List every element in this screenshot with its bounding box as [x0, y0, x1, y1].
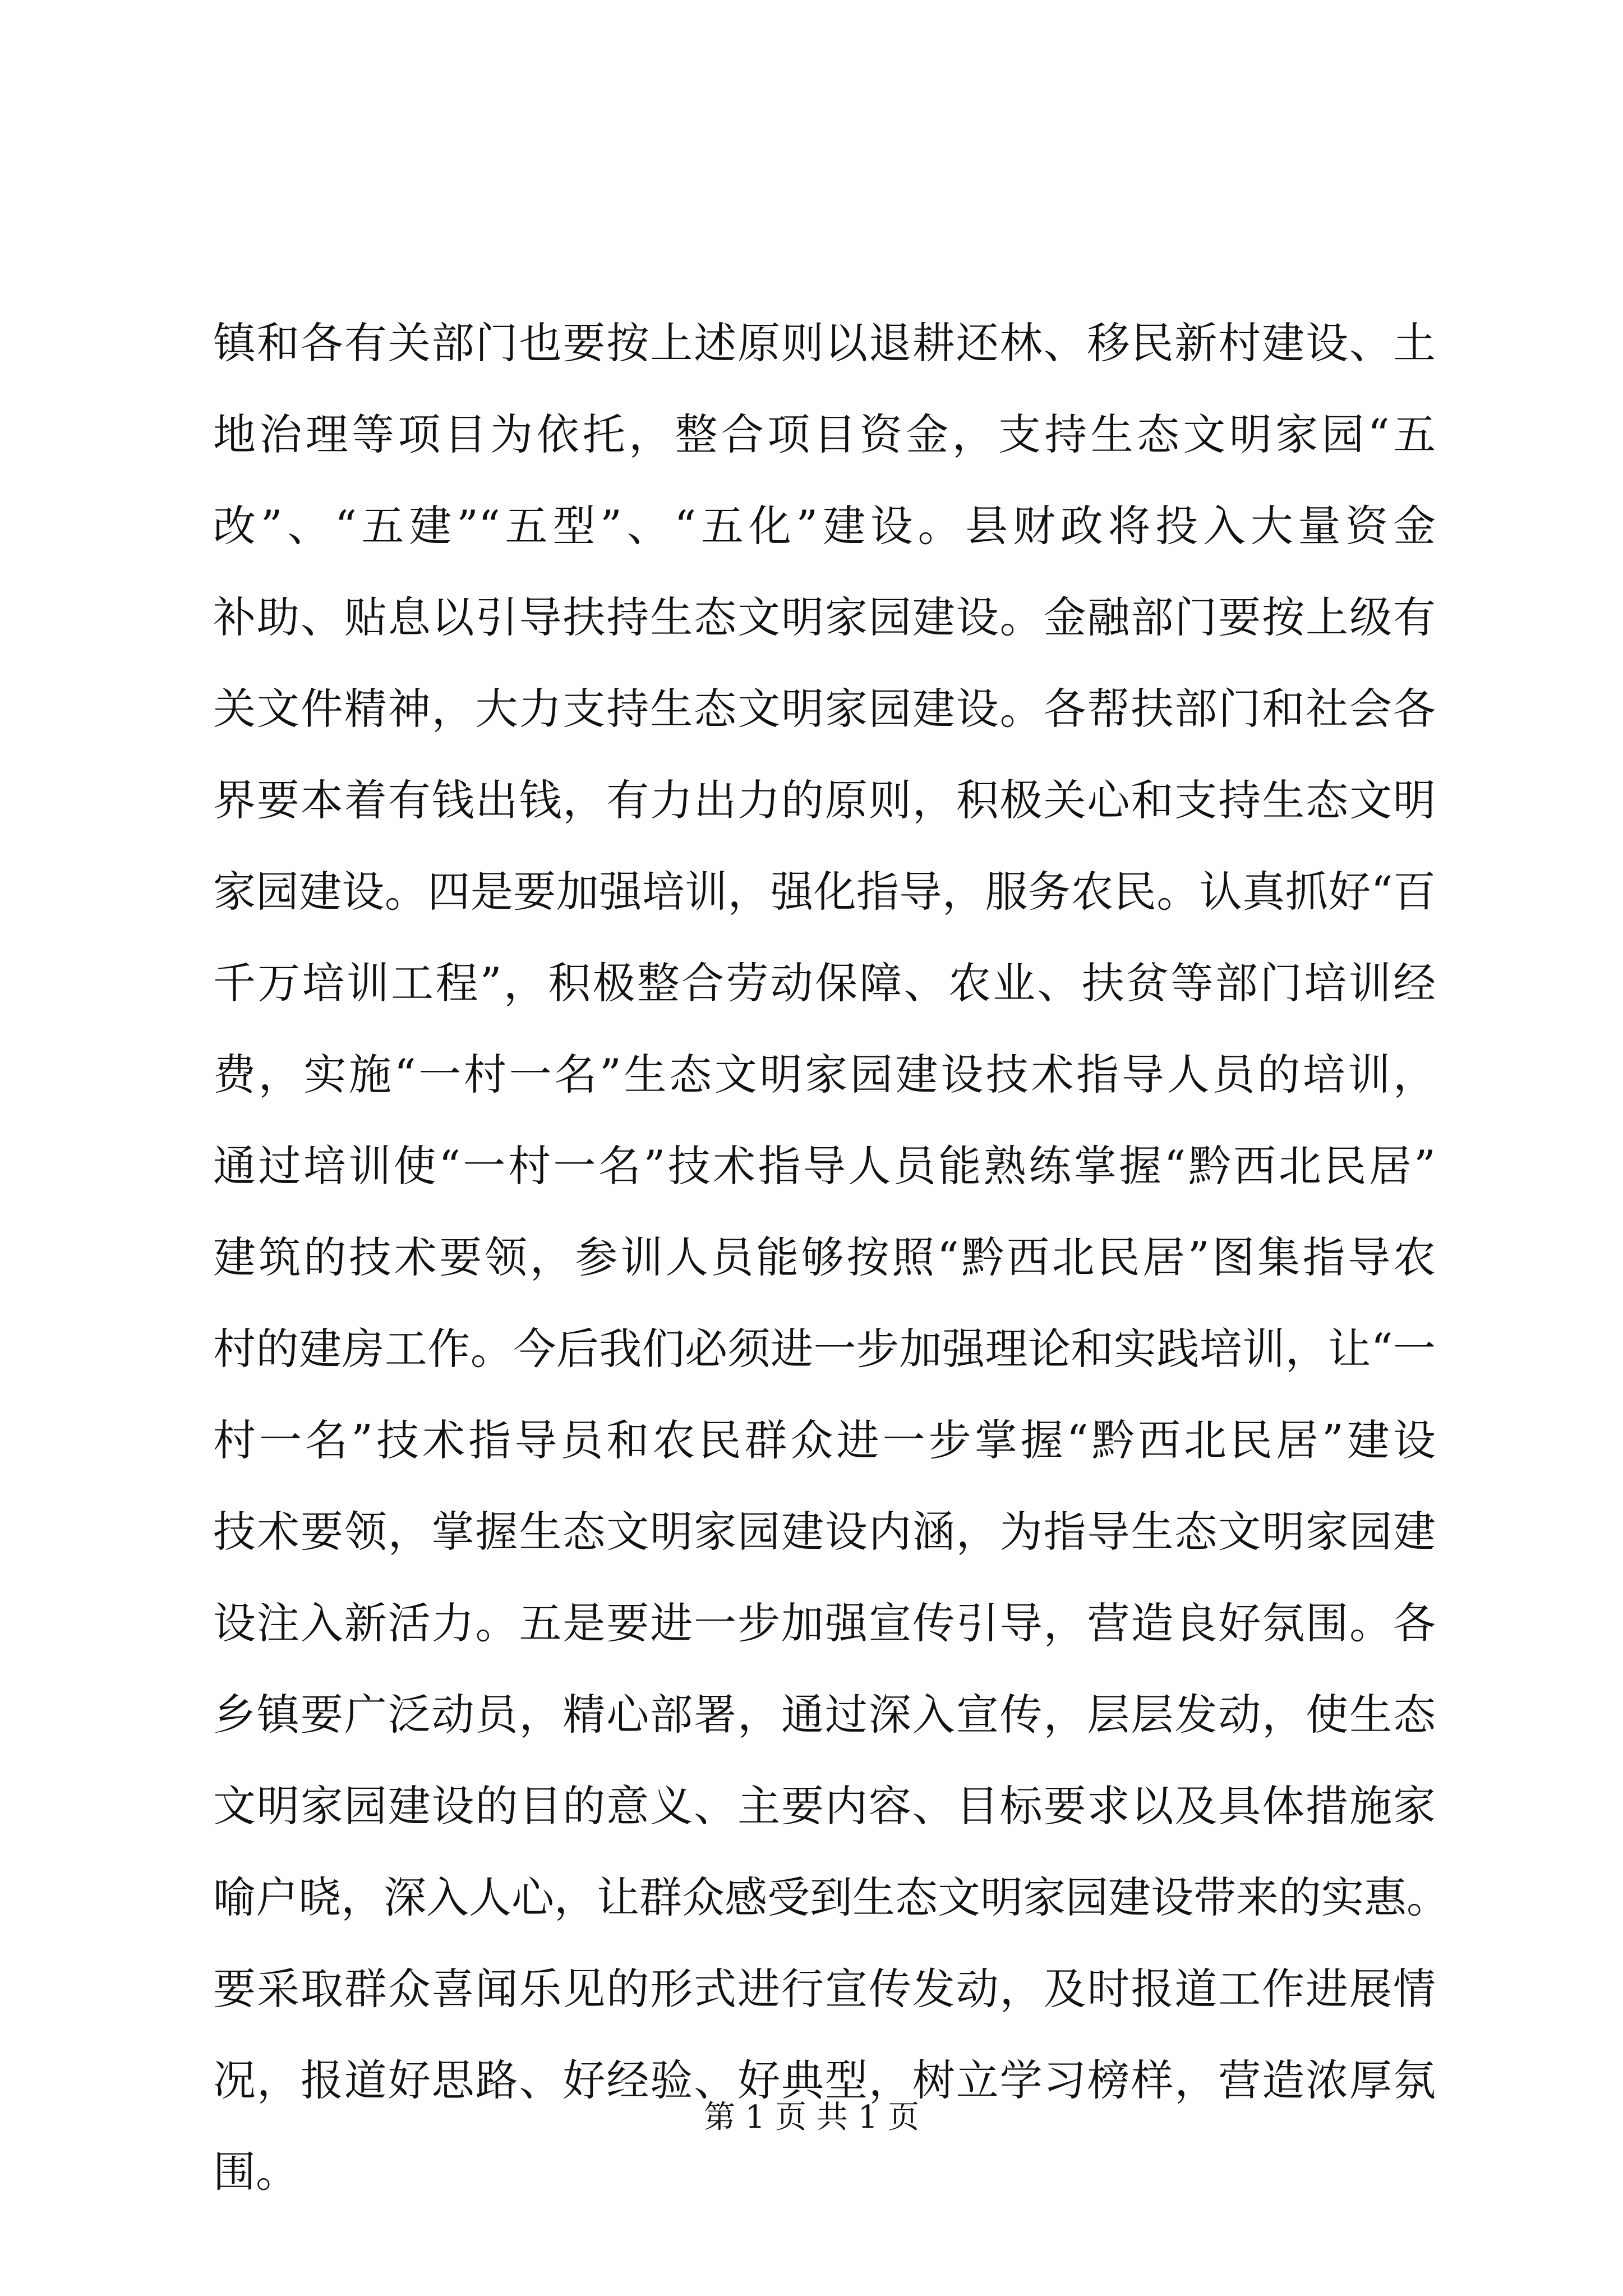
text-line: 村的建房工作。今后我们必须进一步加强理论和实践培训，让“一: [213, 1324, 1436, 1374]
text-line: 镇和各有关部门也要按上述原则以退耕还林、移民新村建设、土: [213, 318, 1436, 368]
text-line: 千万培训工程”，积极整合劳动保障、农业、扶贫等部门培训经: [213, 958, 1436, 1008]
text-line: 喻户晓，深入人心，让群众感受到生态文明家园建设带来的实惠。: [213, 1872, 1449, 1922]
text-line: 乡镇要广泛动员，精心部署，通过深入宣传，层层发动，使生态: [213, 1690, 1436, 1740]
text-line: 围。: [213, 2147, 298, 2197]
text-line: 况，报道好思路、好经验、好典型，树立学习榜样，营造浓厚氛: [213, 2055, 1436, 2105]
text-line: 地治理等项目为依托，整合项目资金，支持生态文明家园“五: [213, 409, 1436, 459]
text-line: 补助、贴息以引导扶持生态文明家园建设。金融部门要按上级有: [213, 592, 1436, 642]
text-line: 关文件精神，大力支持生态文明家园建设。各帮扶部门和社会各: [213, 684, 1436, 734]
text-line: 村一名”技术指导员和农民群众进一步掌握“黔西北民居”建设: [213, 1415, 1436, 1465]
text-line: 通过培训使“一村一名”技术指导人员能熟练掌握“黔西北民居”: [213, 1141, 1436, 1191]
text-line: 建筑的技术要领，参训人员能够按照“黔西北民居”图集指导农: [213, 1232, 1436, 1282]
text-line: 费，实施“一村一名”生态文明家园建设技术指导人员的培训，: [213, 1050, 1436, 1099]
page-number-label: 第 1 页 共 1 页: [703, 2099, 920, 2136]
page-footer: [0, 2092, 1623, 2137]
text-line: 设注入新活力。五是要进一步加强宣传引导，营造良好氛围。各: [213, 1598, 1436, 1648]
body-text: [213, 297, 1449, 2217]
text-line: 要采取群众喜闻乐见的形式进行宣传发动，及时报道工作进展情: [213, 1964, 1436, 2014]
text-line: 界要本着有钱出钱，有力出力的原则，积极关心和支持生态文明: [213, 775, 1436, 825]
text-line: 改”、“五建”“五型”、“五化”建设。县财政将投入大量资金: [213, 501, 1436, 551]
text-line: 文明家园建设的目的意义、主要内容、目标要求以及具体措施家: [213, 1781, 1436, 1831]
text-line: 家园建设。四是要加强培训，强化指导，服务农民。认真抓好“百: [213, 867, 1436, 917]
text-line: 技术要领，掌握生态文明家园建设内涵，为指导生态文明家园建: [213, 1507, 1436, 1557]
